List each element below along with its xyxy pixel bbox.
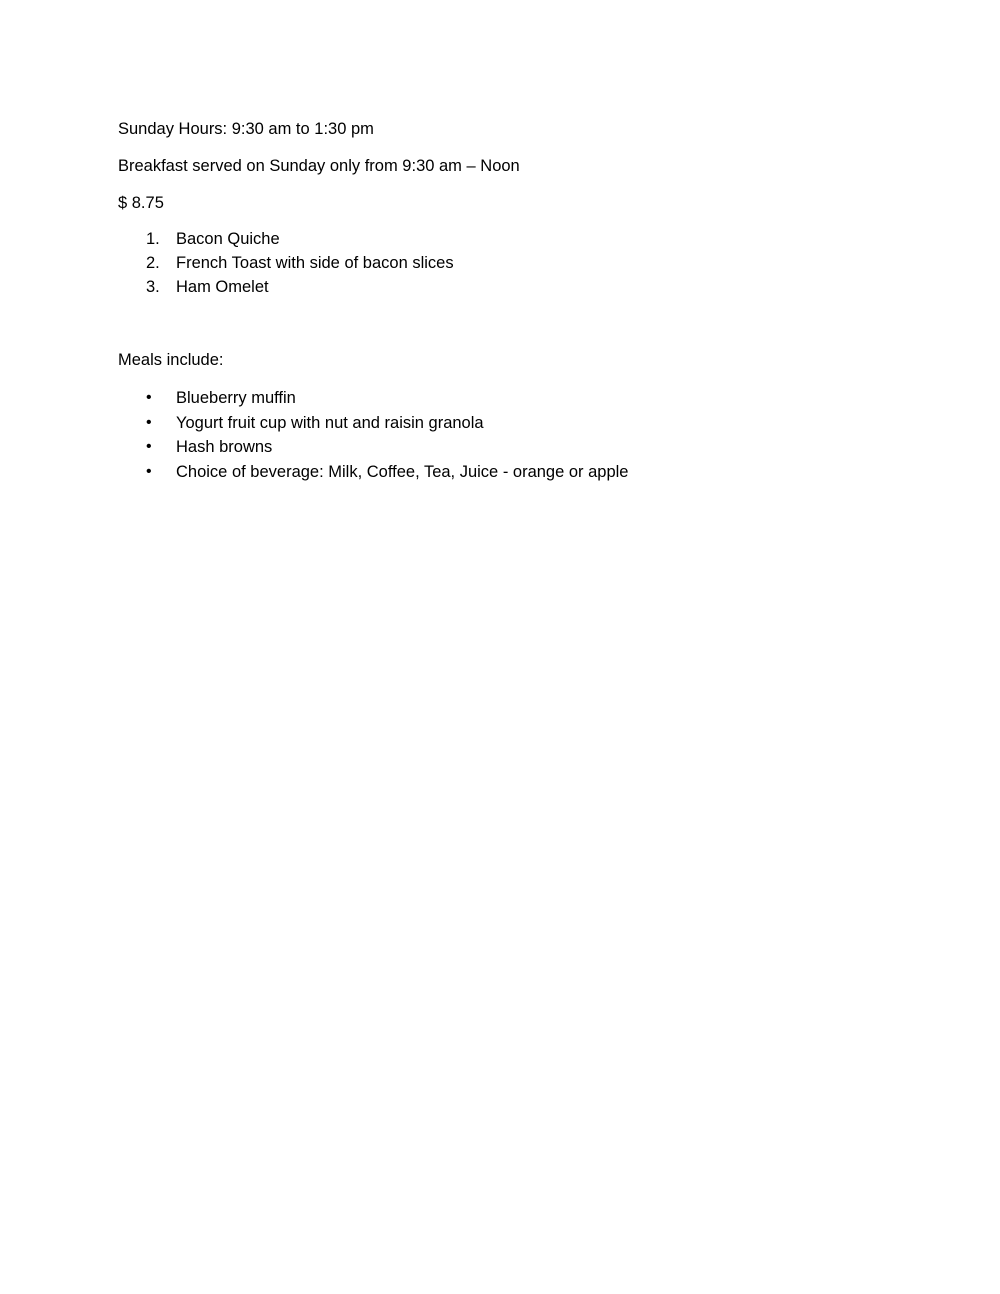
meal-include-text: Blueberry muffin: [176, 389, 296, 407]
price-line: $ 8.75: [118, 194, 164, 212]
list-number: 1.: [146, 230, 160, 248]
bullet-icon: •: [146, 438, 152, 455]
list-number: 3.: [146, 278, 160, 296]
meal-include-text: Choice of beverage: Milk, Coffee, Tea, Juice - orange or apple: [176, 462, 629, 481]
bullet-icon: •: [146, 413, 152, 431]
menu-item-text: Bacon Quiche: [176, 230, 280, 248]
menu-item-text: French Toast with side of bacon slices: [176, 254, 454, 272]
meal-include-text: Hash browns: [176, 438, 273, 456]
breakfast-line: Breakfast served on Sunday only from 9:30 am – Noon: [118, 157, 520, 175]
bullet-icon: •: [146, 462, 152, 480]
menu-item-text: Ham Omelet: [176, 278, 269, 296]
hours-line: Sunday Hours: 9:30 am to 1:30 pm: [118, 120, 374, 138]
list-number: 2.: [146, 254, 160, 272]
bullet-icon: •: [146, 389, 152, 406]
meals-include-heading: Meals include:: [118, 351, 224, 369]
meal-include-text: Yogurt fruit cup with nut and raisin granola: [176, 413, 484, 432]
